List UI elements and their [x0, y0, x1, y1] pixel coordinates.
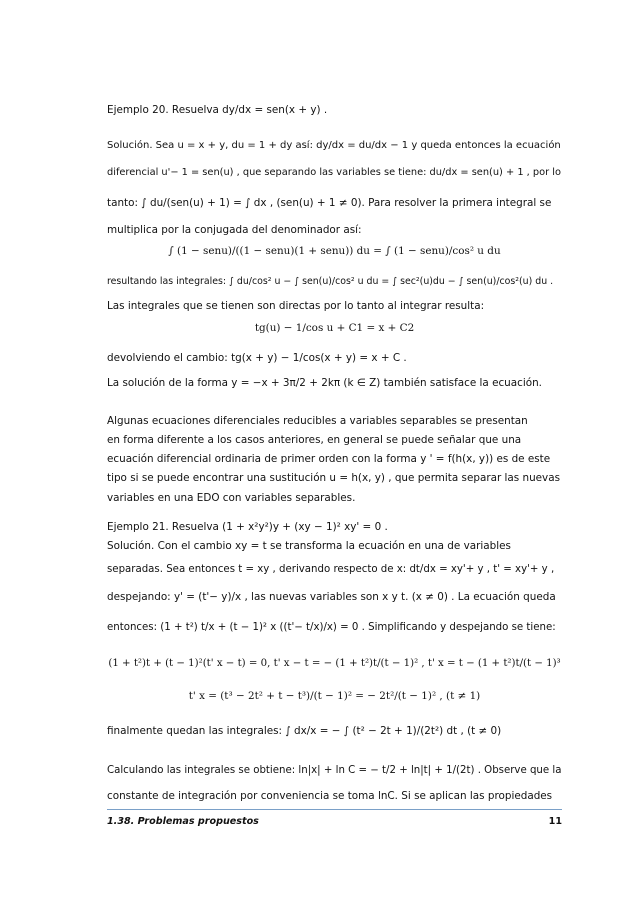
- text-line: Ejemplo 20. Resuelva dy/dx = sen(x + y) .: [107, 104, 328, 116]
- text-line: constante de integración por conveniencia se toma lnC. Si se aplican las propiedades: [107, 790, 553, 802]
- text-line: resultando las integrales: ∫ du/cos² u − ∫ sen(u)/cos² u du = ∫ sec²(u)du − ∫ sen(u)/cos²(u) du .: [107, 276, 554, 287]
- text-line: (1 + t²)t + (t − 1)²(t' x − t) = 0, t' x − t = − (1 + t²)t/(t − 1)² , t' x = t − (1 + t²)t/(t − 1)³: [108, 658, 561, 669]
- text-line: tipo si se puede encontrar una sustitución u = h(x, y) , que permita separar las nuevas: [107, 472, 560, 484]
- text-line: Las integrales que se tienen son directas por lo tanto al integrar resulta:: [107, 300, 485, 312]
- text-line: ecuación diferencial ordinaria de primer orden con la forma y ' = f(h(x, y)) es de este: [107, 453, 551, 465]
- text-line: Solución. Con el cambio xy = t se transforma la ecuación en una de variables: [107, 540, 511, 552]
- text-line: despejando: y' = (t'− y)/x , las nuevas variables son x y t. (x ≠ 0) . La ecuación queda: [107, 591, 556, 603]
- text-line: Solución. Sea u = x + y, du = 1 + dy así: dy/dx = du/dx − 1 y queda entonces la ecuación: [107, 140, 561, 151]
- text-line: Algunas ecuaciones diferenciales reducibles a variables separables se presentan: [107, 415, 528, 427]
- footer-page-number: 11: [548, 816, 562, 827]
- text-line: ∫ (1 − senu)/((1 − senu)(1 + senu)) du = ∫ (1 − senu)/cos² u du: [168, 245, 501, 257]
- text-line: diferencial u'− 1 = sen(u) , que separando las variables se tiene: du/dx = sen(u) + 1 , por lo: [107, 167, 561, 178]
- text-line: Calculando las integrales se obtiene: ln|x| + ln C = − t/2 + ln|t| + 1/(2t) . Observe que la: [107, 765, 562, 776]
- footer-section-title: 1.38. Problemas propuestos: [107, 816, 259, 827]
- text-line: separadas. Sea entonces t = xy , derivando respecto de x: dt/dx = xy'+ y , t' = xy'+ y ,: [107, 564, 555, 575]
- text-line: t' x = (t³ − 2t² + t − t³)/(t − 1)² = − 2t²/(t − 1)² , (t ≠ 1): [188, 690, 481, 702]
- text-line: La solución de la forma y = −x + 3π/2 + 2kπ (k ∈ Z) también satisface la ecuación.: [107, 377, 542, 389]
- text-line: tg(u) − 1/cos u + C1 = x + C2: [254, 322, 415, 334]
- text-line: finalmente quedan las integrales: ∫ dx/x = − ∫ (t² − 2t + 1)/(2t²) dt , (t ≠ 0): [107, 725, 502, 737]
- text-line: devolviendo el cambio: tg(x + y) − 1/cos(x + y) = x + C .: [107, 352, 407, 364]
- text-line: entonces: (1 + t²) t/x + (t − 1)² x ((t'− t/x)/x) = 0 . Simplificando y despejando se tiene:: [107, 622, 556, 633]
- text-line: multiplica por la conjugada del denominador así:: [107, 224, 362, 236]
- text-line: Ejemplo 21. Resuelva (1 + x²y²)y + (xy − 1)² xy' = 0 .: [107, 521, 388, 533]
- text-line: en forma diferente a los casos anteriores, en general se puede señalar que una: [107, 434, 522, 446]
- text-line: tanto: ∫ du/(sen(u) + 1) = ∫ dx , (sen(u) + 1 ≠ 0). Para resolver la primera integral se: [107, 197, 552, 209]
- text-line: variables en una EDO con variables separables.: [107, 492, 356, 504]
- footer-divider: [107, 809, 562, 810]
